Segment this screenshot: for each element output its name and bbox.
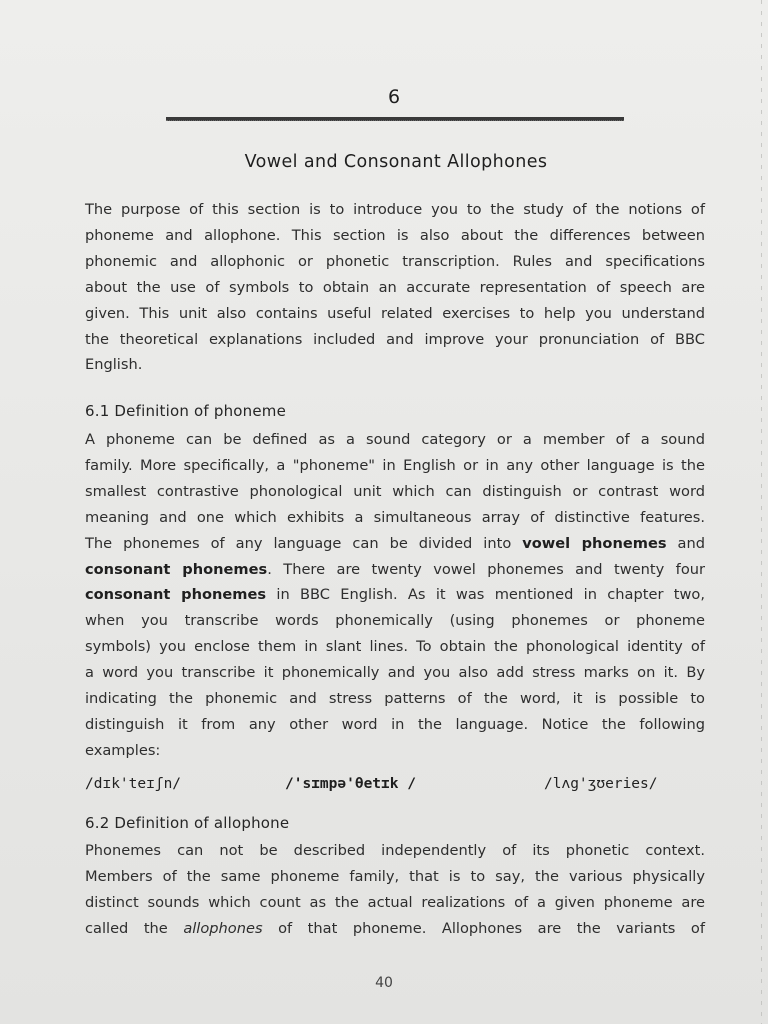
text-line: the theoretical explanations included and improve your pronunciation of BBC	[85, 330, 705, 348]
phoneme-paragraph	[85, 427, 705, 764]
section-heading-phoneme: 6.1 Definition of phoneme	[85, 402, 287, 420]
text-line: a word you transcribe it phonemically and you also add stress marks on it. By	[85, 664, 705, 682]
chapter-rule	[166, 117, 624, 121]
page-number: 40	[375, 975, 393, 991]
italic-term: allophones	[183, 919, 263, 937]
text-line: called the allophones of that phoneme. Allophones are the variants of	[85, 919, 705, 937]
text-line: consonant phonemes. There are twenty vowel phonemes and twenty four	[85, 560, 705, 578]
phonemic-examples	[85, 776, 705, 802]
text-line: Phonemes can not be described independently of its phonetic context.	[85, 842, 705, 859]
text-line: phoneme and allophone. This section is also about the differences between	[85, 226, 705, 244]
text-line: phonemic and allophonic or phonetic transcription. Rules and specifications	[85, 252, 705, 270]
text-line: A phoneme can be defined as a sound category or a member of a sound	[85, 431, 705, 448]
text-line: The phonemes of any language can be divided into vowel phonemes and	[85, 534, 705, 552]
bold-term: vowel phonemes	[522, 534, 667, 552]
chapter-title: Vowel and Consonant Allophones	[244, 152, 548, 172]
intro-paragraph	[85, 197, 705, 378]
text-line: The purpose of this section is to introduce you to the study of the notions of	[85, 201, 705, 218]
bold-term: consonant phonemes	[85, 560, 268, 578]
text-line: indicating the phonemic and stress patterns of the word, it is possible to	[85, 690, 705, 708]
text-line: about the use of symbols to obtain an accurate representation of speech are	[85, 278, 705, 296]
text-line: smallest contrastive phonological unit which can distinguish or contrast word	[85, 482, 705, 500]
text-line: Members of the same phoneme family, that is to say, the various physically	[85, 867, 705, 885]
text-line: family. More specifically, a "phoneme" in English or in any other language is the	[85, 456, 705, 474]
text-line: distinct sounds which count as the actual realizations of a given phoneme are	[85, 893, 705, 911]
ipa-example: /'sɪmpə'θetɪk /	[285, 776, 416, 792]
ipa-example: /lʌg'ʒʊeries/	[544, 776, 658, 792]
text-line: symbols) you enclose them in slant lines. To obtain the phonological identity of	[85, 638, 705, 656]
allophone-paragraph	[85, 838, 705, 942]
text-line: English.	[85, 356, 143, 374]
bold-term: consonant phonemes	[85, 586, 267, 604]
text-line: given. This unit also contains useful related exercises to help you understand	[85, 304, 705, 322]
text-line: consonant phonemes in BBC English. As it was mentioned in chapter two,	[85, 586, 705, 604]
text-line: distinguish it from any other word in the language. Notice the following	[85, 715, 705, 733]
chapter-number: 6	[387, 86, 401, 108]
text-line: when you transcribe words phonemically (using phonemes or phoneme	[85, 612, 705, 630]
ipa-example: /dɪk'teɪʃn/	[85, 776, 182, 792]
text-line: examples:	[85, 741, 161, 759]
text-line: meaning and one which exhibits a simultaneous array of distinctive features.	[85, 508, 705, 526]
section-heading-allophone: 6.2 Definition of allophone	[85, 814, 290, 832]
